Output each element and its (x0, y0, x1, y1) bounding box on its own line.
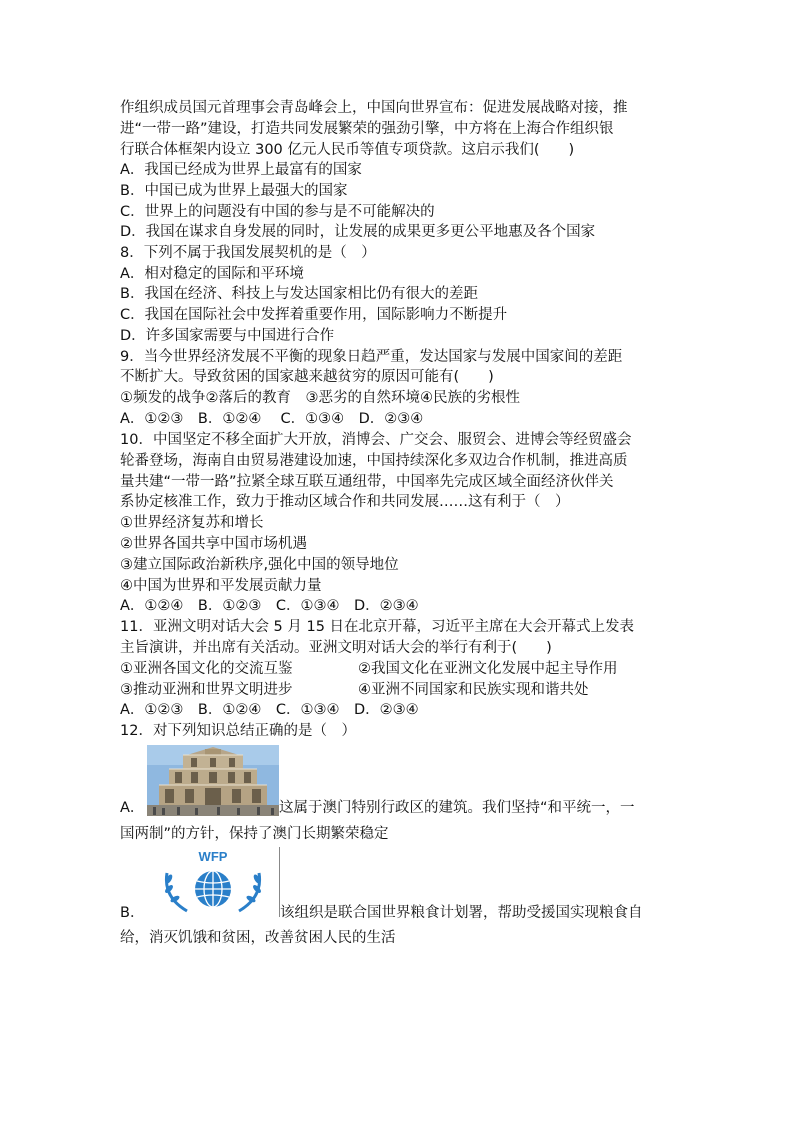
text-cell: ④亚洲不同国家和民族实现和谐共处 (358, 682, 589, 698)
text-line: 不断扩大。导致贫困的国家越来越贫穷的原因可能有( ) (120, 369, 494, 385)
text-line: 作组织成员国元首理事会青岛峰会上，中国向世界宣布：促进发展战略对接，推 (120, 100, 628, 116)
option-text: 该组织是联合国世界粮食计划署，帮助受援国实现粮食自 (280, 905, 643, 921)
option-line: A．①②③ B．①②④ C．①③④ D．②③④ (120, 411, 424, 427)
option-line: C．世界上的问题没有中国的参与是不可能解决的 (120, 204, 435, 220)
text-cell: ①亚洲各国文化的交流互鉴 (120, 661, 293, 677)
text-cell: ②我国文化在亚洲文化发展中起主导作用 (358, 661, 618, 677)
option-text: 这属于澳门特别行政区的建筑。我们坚持“和平统一，一 (279, 800, 635, 816)
option-label: A． (120, 800, 145, 816)
text-line: 轮番登场，海南自由贸易港建设加速，中国持续深化多双边合作机制，推进高质 (120, 453, 628, 469)
question-line: 10．中国坚定不移全面扩大开放，消博会、广交会、服贸会、进博会等经贸盛会 (120, 432, 632, 448)
text-cell: ③推动亚洲和世界文明进步 (120, 682, 293, 698)
text-line: 主旨演讲，并出席有关活动。亚洲文明对话大会的举行有利于( ) (120, 640, 552, 656)
text-line: ③建立国际政治新秩序,强化中国的领导地位 (120, 557, 399, 573)
option-line: D．我国在谋求自身发展的同时，让发展的成果更多更公平地惠及各个国家 (120, 224, 596, 240)
text-line: ①世界经济复苏和增长 (120, 515, 264, 531)
option-line: B．我国在经济、科技上与发达国家相比仍有很大的差距 (120, 286, 478, 302)
text-line: 国两制”的方针，保持了澳门长期繁荣稳定 (120, 826, 389, 842)
option-line: D．许多国家需要与中国进行合作 (120, 328, 335, 344)
question-line: 8．下列不属于我国发展契机的是（ ） (120, 245, 376, 261)
wfp-logo-text: WFP (198, 849, 228, 864)
text-line: ④中国为世界和平发展贡献力量 (120, 578, 322, 594)
option-line: A．相对稳定的国际和平环境 (120, 266, 304, 282)
text-line: 量共建“一带一路”拉紧全球互联互通纽带，中国率先完成区域全面经济伙伴关 (120, 474, 614, 490)
option-line: A．①②③ B．①②④ C．①③④ D．②③④ (120, 702, 419, 718)
text-line: ②世界各国共享中国市场机遇 (120, 536, 307, 552)
two-column-row (120, 680, 589, 701)
option-line: A．①②④ B．①②③ C．①③④ D．②③④ (120, 598, 419, 614)
question-line: 9．当今世界经济发展不平衡的现象日趋严重，发达国家与发展中国家间的差距 (120, 349, 623, 365)
option-line: A．我国已经成为世界上最富有的国家 (120, 162, 362, 178)
text-line: 进“一带一路”建设，打造共同发展繁荣的强劲引擎，中方将在上海合作组织银 (120, 121, 614, 137)
question-line: 11．亚洲文明对话大会 5 月 15 日在北京开幕，习近平主席在大会开幕式上发表 (120, 619, 635, 635)
option-line: B．中国已成为世界上最强大的国家 (120, 183, 348, 199)
text-line: ①频发的战争②落后的教育 ③恶劣的自然环境④民族的劣根性 (120, 390, 520, 406)
two-column-row (120, 659, 618, 680)
question-line: 12．对下列知识总结正确的是（ ） (120, 723, 356, 739)
option-row (120, 903, 643, 924)
text-line: 系协定核准工作，致力于推动区域合作和共同发展……这有利于（ ） (120, 494, 570, 510)
option-label: B． (120, 905, 145, 921)
text-line: 行联合体框架内设立 300 亿元人民币等值专项贷款。这启示我们( ) (120, 142, 575, 158)
text-line: 给，消灭饥饿和贫困，改善贫困人民的生活 (120, 930, 396, 946)
option-row (120, 798, 635, 819)
option-line: C．我国在国际社会中发挥着重要作用，国际影响力不断提升 (120, 307, 508, 323)
